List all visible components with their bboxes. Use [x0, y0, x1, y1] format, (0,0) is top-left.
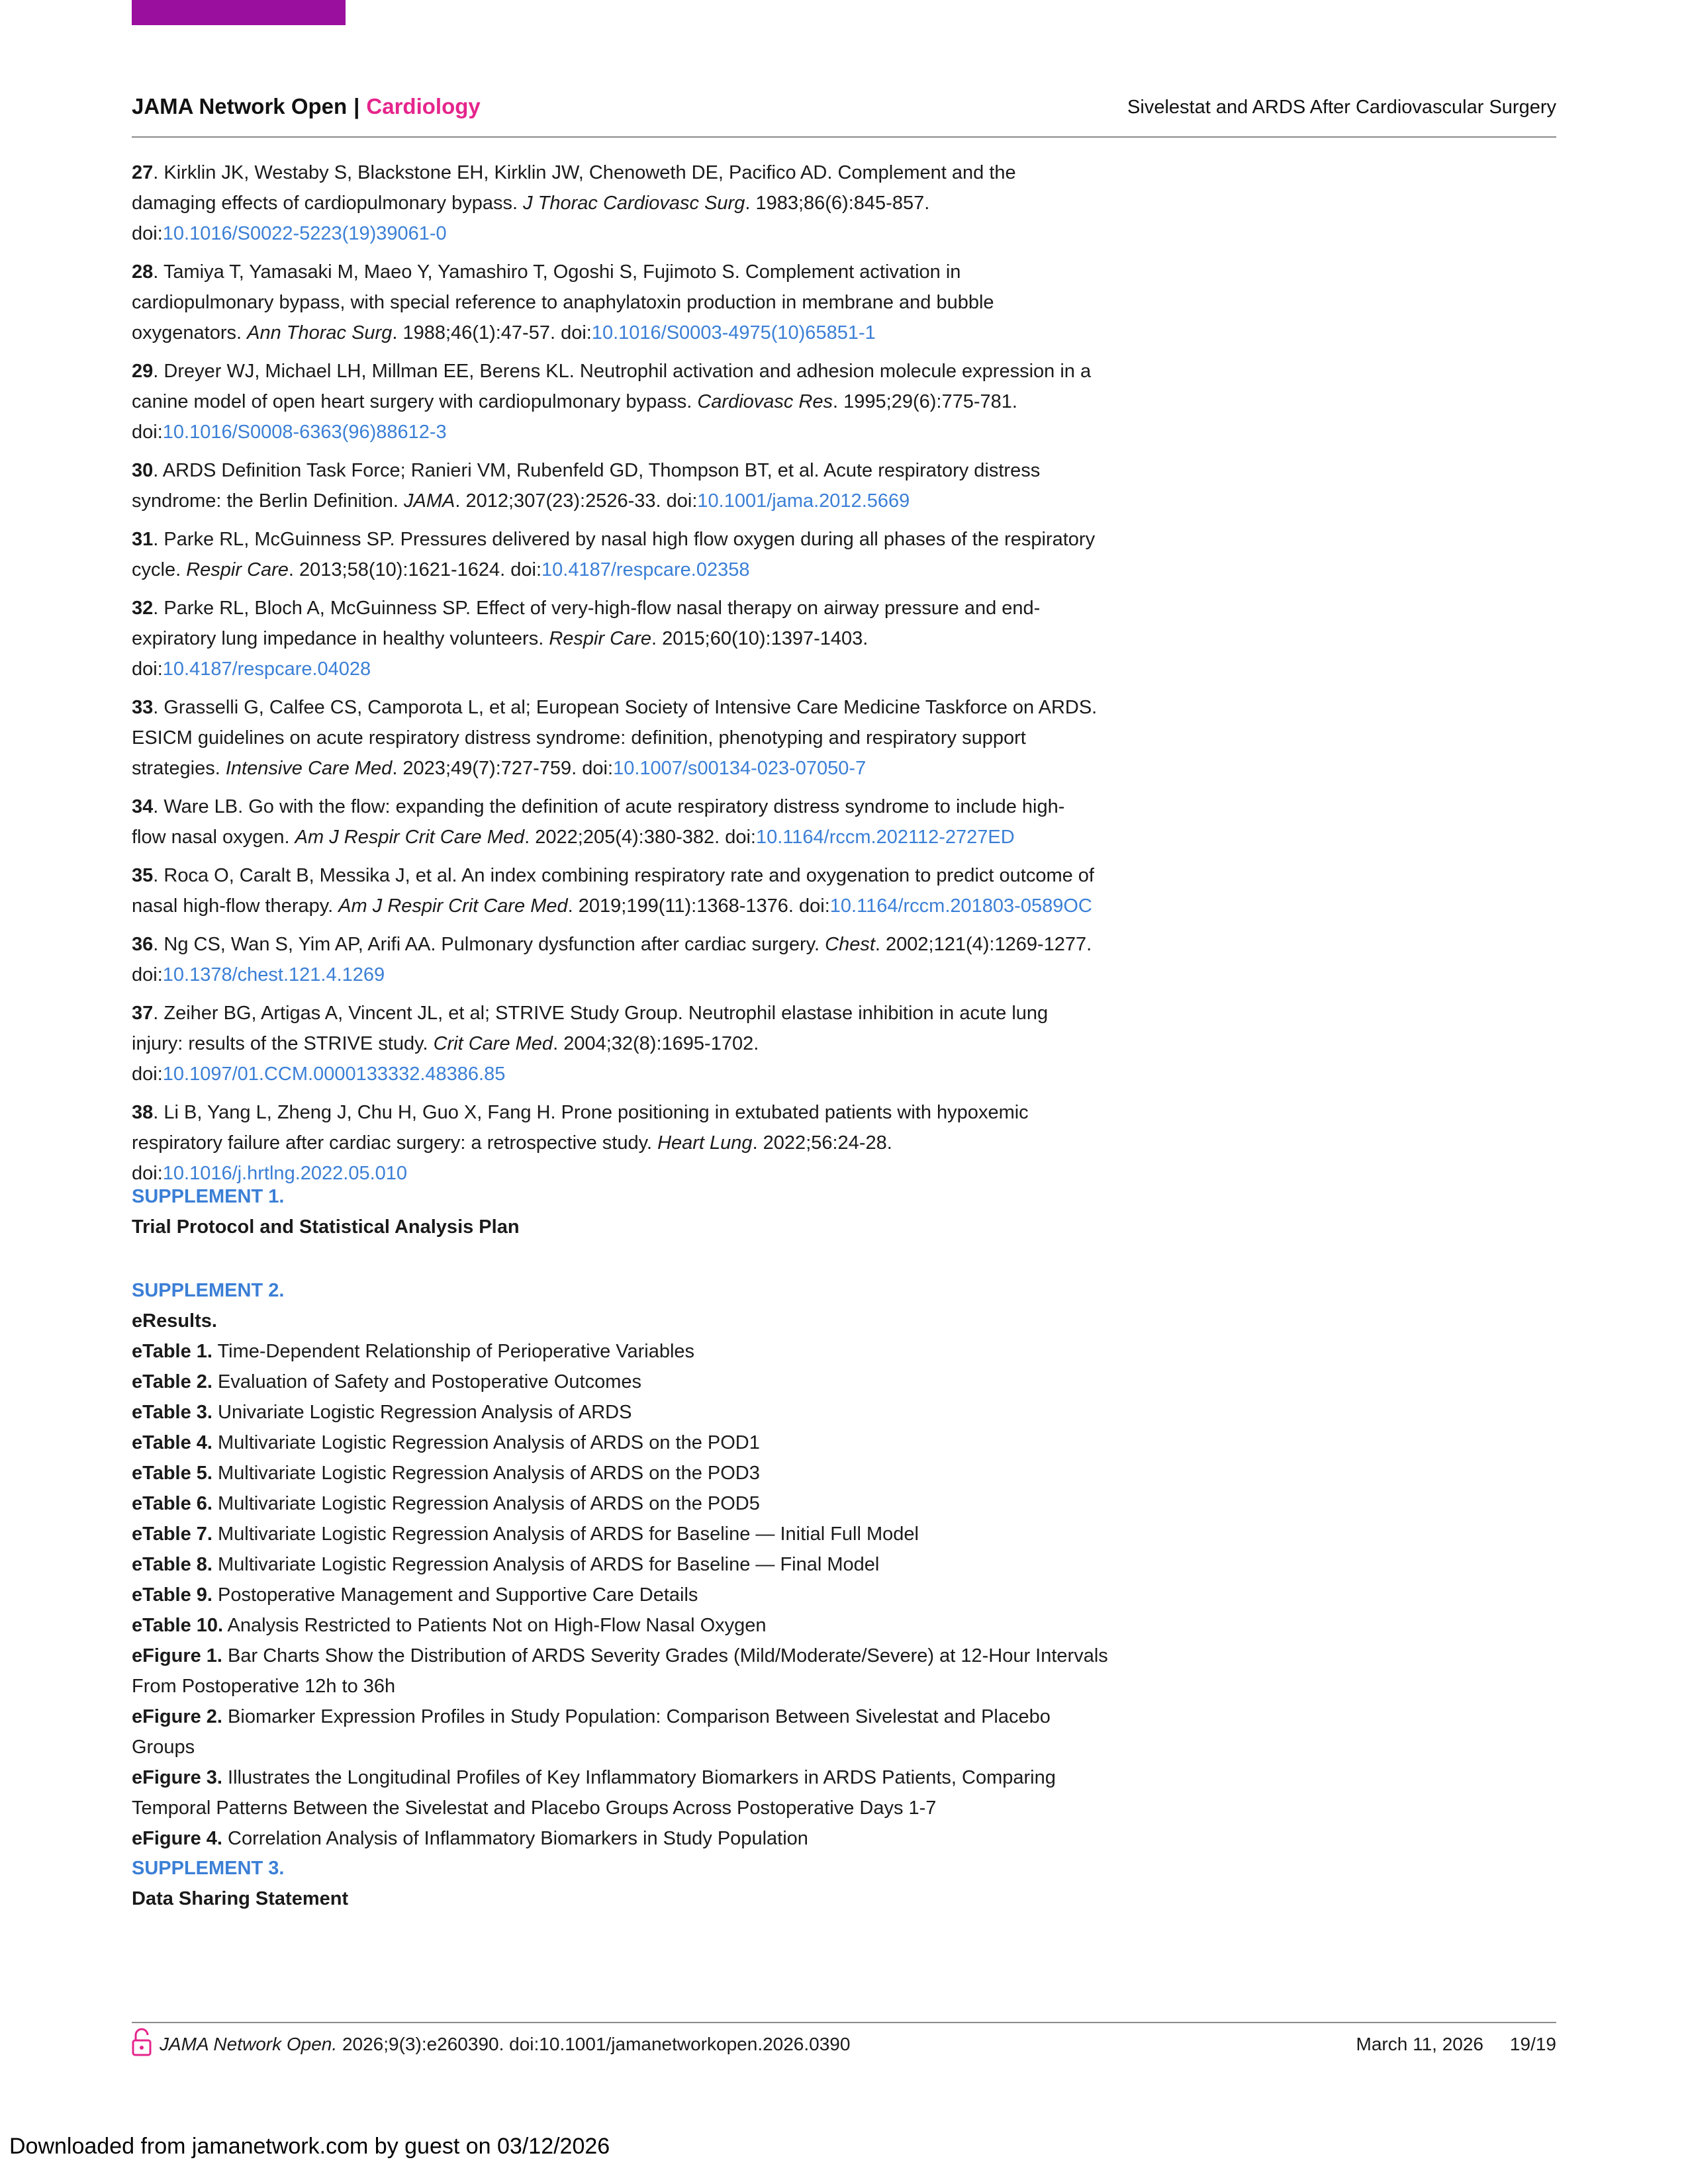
supplement-item-label: eFigure 2.	[132, 1706, 222, 1727]
reference-item	[132, 692, 1098, 784]
reference-journal: Am J Respir Crit Care Med	[295, 827, 525, 848]
reference-journal: Heart Lung	[657, 1132, 753, 1154]
supplement-item-text: Biomarker Expression Profiles in Study Population: Comparison Between Sivelestat and Placebo Groups	[132, 1706, 1051, 1758]
supplement-item	[132, 1610, 1111, 1641]
reference-details: . 2002;121(4):1269-1277. doi:	[132, 934, 1092, 985]
reference-details: . 1995;29(6):775-781. doi:	[132, 391, 1017, 443]
reference-text: . Ng CS, Wan S, Yim AP, Arifi AA. Pulmonary dysfunction after cardiac surgery.	[153, 934, 825, 955]
supplement-item	[132, 1336, 1111, 1367]
supplement-item-label: eFigure 3.	[132, 1767, 222, 1788]
supplement-item-text: Correlation Analysis of Inflammatory Biomarkers in Study Population	[222, 1828, 808, 1849]
reference-number: 37	[132, 1003, 154, 1024]
reference-details: . 1983;86(6):845-857. doi:	[132, 193, 930, 244]
supplement-item-text: Multivariate Logistic Regression Analysis of ARDS on the POD1	[212, 1432, 760, 1453]
supplement-1-title: Trial Protocol and Statistical Analysis Plan	[132, 1216, 520, 1238]
supplement-1	[132, 1181, 1111, 1242]
supplement-2-items	[132, 1336, 1111, 1854]
reference-item	[132, 1097, 1098, 1189]
section-name[interactable]: Cardiology	[366, 94, 481, 118]
supplement-2-heading[interactable]: SUPPLEMENT 2.	[132, 1280, 285, 1301]
supplement-item-label: eFigure 1.	[132, 1645, 222, 1666]
reference-doi-link[interactable]: 10.1007/s00134-023-07050-7	[613, 758, 867, 779]
supplement-item	[132, 1641, 1111, 1702]
reference-details: . 2012;307(23):2526-33. doi:	[455, 490, 698, 512]
supplement-2-title: eResults.	[132, 1310, 217, 1332]
reference-item	[132, 998, 1098, 1089]
reference-text: . Li B, Yang L, Zheng J, Chu H, Guo X, Fang H. Prone positioning in extubated patients with hypoxemic respiratory failure after cardiac surgery: a retrospective study.	[132, 1102, 1029, 1154]
open-access-lock-icon	[132, 2027, 152, 2056]
reference-details: . 2022;56:24-28. doi:	[132, 1132, 892, 1184]
reference-number: 31	[132, 529, 154, 550]
reference-text: . Parke RL, McGuinness SP. Pressures delivered by nasal high flow oxygen during all phases of the respiratory cycle.	[132, 529, 1096, 580]
supplement-item-text: Multivariate Logistic Regression Analysis of ARDS on the POD5	[212, 1493, 760, 1514]
reference-details: . 2004;32(8):1695-1702. doi:	[132, 1033, 759, 1085]
reference-number: 27	[132, 162, 154, 183]
supplement-item	[132, 1549, 1111, 1580]
reference-item	[132, 455, 1098, 516]
reference-details: . 2013;58(10):1621-1624. doi:	[288, 559, 542, 580]
supplement-item	[132, 1702, 1111, 1762]
header-separator: |	[353, 94, 360, 118]
reference-number: 29	[132, 361, 154, 382]
reference-item	[132, 524, 1098, 585]
reference-journal: Respir Care	[186, 559, 289, 580]
footer-citation-text: 2026;9(3):e260390. doi:10.1001/jamanetworkopen.2026.0390	[337, 2034, 851, 2054]
journal-name: JAMA Network Open	[132, 94, 348, 118]
reference-number: 38	[132, 1102, 154, 1123]
reference-text: . Roca O, Caralt B, Messika J, et al. An index combining respiratory rate and oxygenation to predict outcome of nasal high-flow therapy.	[132, 865, 1094, 917]
reference-details: . 2022;205(4):380-382. doi:	[524, 827, 756, 848]
supplement-item-text: Analysis Restricted to Patients Not on High-Flow Nasal Oxygen	[223, 1615, 767, 1636]
reference-text: . ARDS Definition Task Force; Ranieri VM, Rubenfeld GD, Thompson BT, et al. Acute respiratory distress syndrome: the Berlin Definition.	[132, 460, 1041, 512]
reference-journal: Cardiovasc Res	[697, 391, 833, 412]
reference-text: . Zeiher BG, Artigas A, Vincent JL, et al; STRIVE Study Group. Neutrophil elastase inhibition in acute lung injury: results of the STRIVE study.	[132, 1003, 1049, 1054]
supplement-1-heading[interactable]: SUPPLEMENT 1.	[132, 1186, 285, 1207]
reference-text: . Tamiya T, Yamasaki M, Maeo Y, Yamashiro T, Ogoshi S, Fujimoto S. Complement activation in cardiopulmonary bypass, with special reference to anaphylatoxin production in membrane and bubble oxygenators.	[132, 261, 994, 343]
reference-journal: Respir Care	[549, 628, 652, 649]
supplement-item-label: eTable 9.	[132, 1584, 212, 1606]
supplement-item-text: Time-Dependent Relationship of Perioperative Variables	[212, 1341, 695, 1362]
download-note: Downloaded from jamanetwork.com by guest on 03/12/2026	[9, 2134, 610, 2159]
supplement-item-text: Univariate Logistic Regression Analysis of ARDS	[212, 1402, 632, 1423]
reference-doi-link[interactable]: 10.1016/S0022-5223(19)39061-0	[162, 223, 447, 244]
supplement-item-label: eTable 3.	[132, 1402, 212, 1423]
supplement-3	[132, 1853, 1111, 1914]
supplement-item-label: eTable 2.	[132, 1371, 212, 1392]
running-title: Sivelestat and ARDS After Cardiovascular Surgery	[1127, 97, 1556, 118]
reference-item	[132, 158, 1098, 249]
reference-text: . Grasselli G, Calfee CS, Camporota L, et al; European Society of Intensive Care Medicine Taskforce on ARDS. ESICM guidelines on acute respiratory distress syndrome: definition, phenotyping and respiratory support strategies.	[132, 697, 1098, 779]
page-number: 19/19	[1509, 2034, 1556, 2054]
supplement-item	[132, 1823, 1111, 1854]
reference-item	[132, 792, 1098, 852]
supplement-item-text: Postoperative Management and Supportive Care Details	[212, 1584, 698, 1606]
reference-doi-link[interactable]: 10.1378/chest.121.4.1269	[162, 964, 385, 985]
supplement-item-label: eTable 10.	[132, 1615, 224, 1636]
reference-text: . Parke RL, Bloch A, McGuinness SP. Effect of very-high-flow nasal therapy on airway pressure and end-expiratory lung impedance in healthy volunteers.	[132, 598, 1041, 649]
supplement-2	[132, 1275, 1111, 1854]
reference-details: . 1988;46(1):47-57. doi:	[392, 322, 592, 343]
supplement-3-heading[interactable]: SUPPLEMENT 3.	[132, 1858, 285, 1879]
reference-text: . Ware LB. Go with the flow: expanding the definition of acute respiratory distress syndrome to include high-flow nasal oxygen.	[132, 796, 1065, 848]
reference-doi-link[interactable]: 10.1097/01.CCM.0000133332.48386.85	[162, 1064, 506, 1085]
supplement-item	[132, 1397, 1111, 1428]
supplement-item-text: Multivariate Logistic Regression Analysis of ARDS for Baseline — Final Model	[212, 1554, 880, 1575]
page-header	[132, 93, 1556, 138]
supplement-item-label: eTable 6.	[132, 1493, 212, 1514]
reference-doi-link[interactable]: 10.1164/rccm.202112-2727ED	[756, 827, 1015, 848]
supplement-item	[132, 1367, 1111, 1397]
supplement-item	[132, 1488, 1111, 1519]
page-footer	[132, 2022, 1556, 2076]
reference-doi-link[interactable]: 10.1016/S0003-4975(10)65851-1	[591, 322, 876, 343]
publication-date: March 11, 2026	[1356, 2034, 1483, 2054]
supplement-item-text: Bar Charts Show the Distribution of ARDS Severity Grades (Mild/Moderate/Severe) at 12-Hour Intervals From Postoperative 12h to 36h	[132, 1645, 1108, 1697]
supplement-item-label: eFigure 4.	[132, 1828, 222, 1849]
supplement-3-title: Data Sharing Statement	[132, 1888, 349, 1909]
supplement-item-label: eTable 4.	[132, 1432, 212, 1453]
footer-journal: JAMA Network Open.	[160, 2034, 338, 2054]
reference-item	[132, 860, 1098, 921]
supplement-item-text: Illustrates the Longitudinal Profiles of Key Inflammatory Biomarkers in ARDS Patients, Comparing Temporal Patterns Between the Sivelestat and Placebo Groups Across Postoperative Days 1-7	[132, 1767, 1056, 1819]
reference-doi-link[interactable]: 10.1001/jama.2012.5669	[697, 490, 910, 512]
supplement-item-label: eTable 1.	[132, 1341, 212, 1362]
reference-details: . 2023;49(7):727-759. doi:	[392, 758, 614, 779]
reference-item	[132, 257, 1098, 348]
reference-item	[132, 356, 1098, 447]
reference-item	[132, 593, 1098, 684]
reference-number: 32	[132, 598, 154, 619]
reference-doi-link[interactable]: 10.1016/S0008-6363(96)88612-3	[162, 422, 447, 443]
reference-journal: Crit Care Med	[433, 1033, 553, 1054]
footer-citation	[160, 2034, 850, 2055]
supplement-item	[132, 1458, 1111, 1488]
reference-text: . Dreyer WJ, Michael LH, Millman EE, Berens KL. Neutrophil activation and adhesion molecule expression in a canine model of open heart surgery with cardiopulmonary bypass.	[132, 361, 1092, 412]
reference-doi-link[interactable]: 10.4187/respcare.04028	[162, 659, 371, 680]
reference-journal: JAMA	[404, 490, 455, 512]
reference-number: 36	[132, 934, 154, 955]
supplement-item-label: eTable 5.	[132, 1463, 212, 1484]
supplement-item-text: Evaluation of Safety and Postoperative Outcomes	[212, 1371, 642, 1392]
reference-item	[132, 929, 1098, 990]
reference-journal: J Thorac Cardiovasc Surg	[523, 193, 745, 214]
reference-doi-link[interactable]: 10.1016/j.hrtlng.2022.05.010	[162, 1163, 408, 1184]
supplement-item	[132, 1580, 1111, 1610]
reference-details: . 2019;199(11):1368-1376. doi:	[567, 895, 830, 917]
supplement-item-text: Multivariate Logistic Regression Analysis of ARDS on the POD3	[212, 1463, 760, 1484]
reference-text: . Kirklin JK, Westaby S, Blackstone EH, Kirklin JW, Chenoweth DE, Pacifico AD. Complement and the damaging effects of cardiopulmonary bypass.	[132, 162, 1016, 214]
reference-number: 30	[132, 460, 154, 481]
reference-number: 33	[132, 697, 154, 718]
reference-number: 34	[132, 796, 154, 817]
reference-doi-link[interactable]: 10.4187/respcare.02358	[541, 559, 750, 580]
brand-color-bar	[132, 0, 346, 25]
supplement-item	[132, 1519, 1111, 1549]
reference-journal: Intensive Care Med	[225, 758, 393, 779]
supplement-item-label: eTable 7.	[132, 1524, 212, 1545]
reference-list	[132, 158, 1098, 1197]
reference-journal: Am J Respir Crit Care Med	[338, 895, 568, 917]
supplement-item	[132, 1762, 1111, 1823]
reference-journal: Ann Thorac Surg	[247, 322, 393, 343]
reference-journal: Chest	[825, 934, 875, 955]
supplement-item-label: eTable 8.	[132, 1554, 212, 1575]
supplement-item-text: Multivariate Logistic Regression Analysis of ARDS for Baseline — Initial Full Model	[212, 1524, 919, 1545]
journal-title	[132, 94, 481, 119]
reference-number: 28	[132, 261, 154, 283]
reference-number: 35	[132, 865, 154, 886]
reference-doi-link[interactable]: 10.1164/rccm.201803-0589OC	[829, 895, 1092, 917]
supplement-item	[132, 1428, 1111, 1458]
reference-details: . 2015;60(10):1397-1403. doi:	[132, 628, 868, 680]
